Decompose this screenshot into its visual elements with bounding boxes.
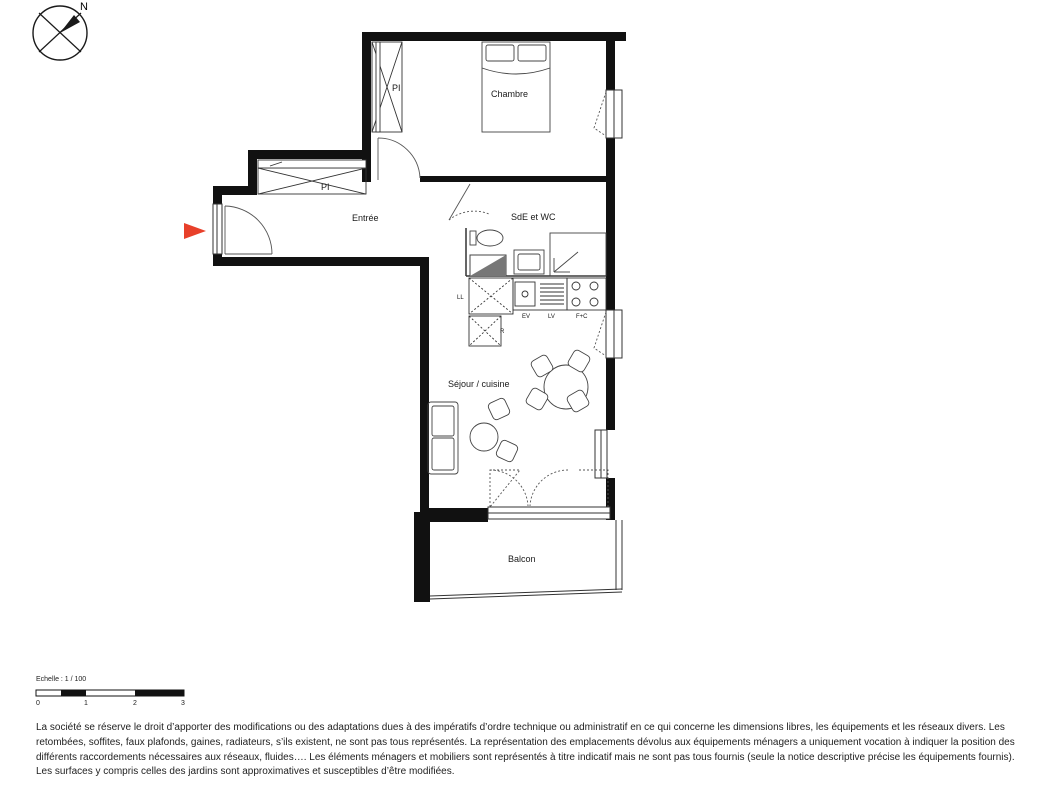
shower-icon <box>550 233 606 276</box>
kitchen-ll-label: LL <box>457 295 464 301</box>
disclaimer <box>36 721 1046 780</box>
disclaimer-paragraph-2: Les surfaces y compris celles des jardins sont approximatives et susceptibles d’être modifiées. <box>36 766 455 778</box>
room-label-entree: Entrée <box>352 213 379 223</box>
scale-label: Echelle : 1 / 100 <box>36 676 87 683</box>
scale-tick-3: 3 <box>181 700 185 707</box>
storage-pi-entry <box>258 160 366 194</box>
storage-label-bedroom: PI <box>392 83 401 93</box>
kitchen-r-label: R <box>500 329 505 335</box>
room-label-sde-wc: SdE et WC <box>511 212 556 222</box>
kitchen-counter <box>469 278 606 346</box>
partitions <box>430 228 622 599</box>
room-label-balcon: Balcon <box>508 554 536 564</box>
compass <box>33 1 88 60</box>
sofa-icon <box>428 402 458 474</box>
kitchen-ev-label: EV <box>522 314 531 320</box>
disclaimer-paragraph-1: La société se réserve le droit d’apporter des modifications ou des adaptations dues à des impératifs d’ordre technique ou administratif en ce qui concerne les dimensions libres, les équipements et les réseaux divers. Les retombées, soffites, faux plafonds, gaines, radiateurs, s’ils existent, ne sont pas tous représentés. La représentation des emplacements dévolus aux équipements ménagers a uniquement vocation à indiquer la position des différents raccordements nécessaires aux réseaux, fluides…. Les éléments ménagers et mobiliers sont représentés à titre indicatif mais ne sont pas tous fournis (seule la notice descriptive précise les équipements fournis). <box>36 722 1015 763</box>
scale-bar <box>36 690 184 696</box>
kitchen-fc-label: F+C <box>576 314 588 320</box>
dining-table-icon <box>525 349 592 414</box>
north-label: N <box>80 1 88 13</box>
entry-arrow-icon <box>184 223 206 239</box>
room-label-chambre: Chambre <box>491 89 529 99</box>
room-label-sejour: Séjour / cuisine <box>448 379 510 389</box>
water-heater-icon <box>470 255 506 276</box>
lounge-table-icon <box>470 397 519 463</box>
scale-tick-1: 1 <box>84 700 88 707</box>
toilet-icon <box>470 230 503 246</box>
scale-tick-0: 0 <box>36 700 40 707</box>
bed-icon <box>482 42 550 132</box>
washbasin-icon <box>514 250 544 274</box>
storage-label-entry: PI <box>321 182 330 192</box>
kitchen-lv-label: LV <box>548 314 555 320</box>
scale-tick-2: 2 <box>133 700 137 707</box>
